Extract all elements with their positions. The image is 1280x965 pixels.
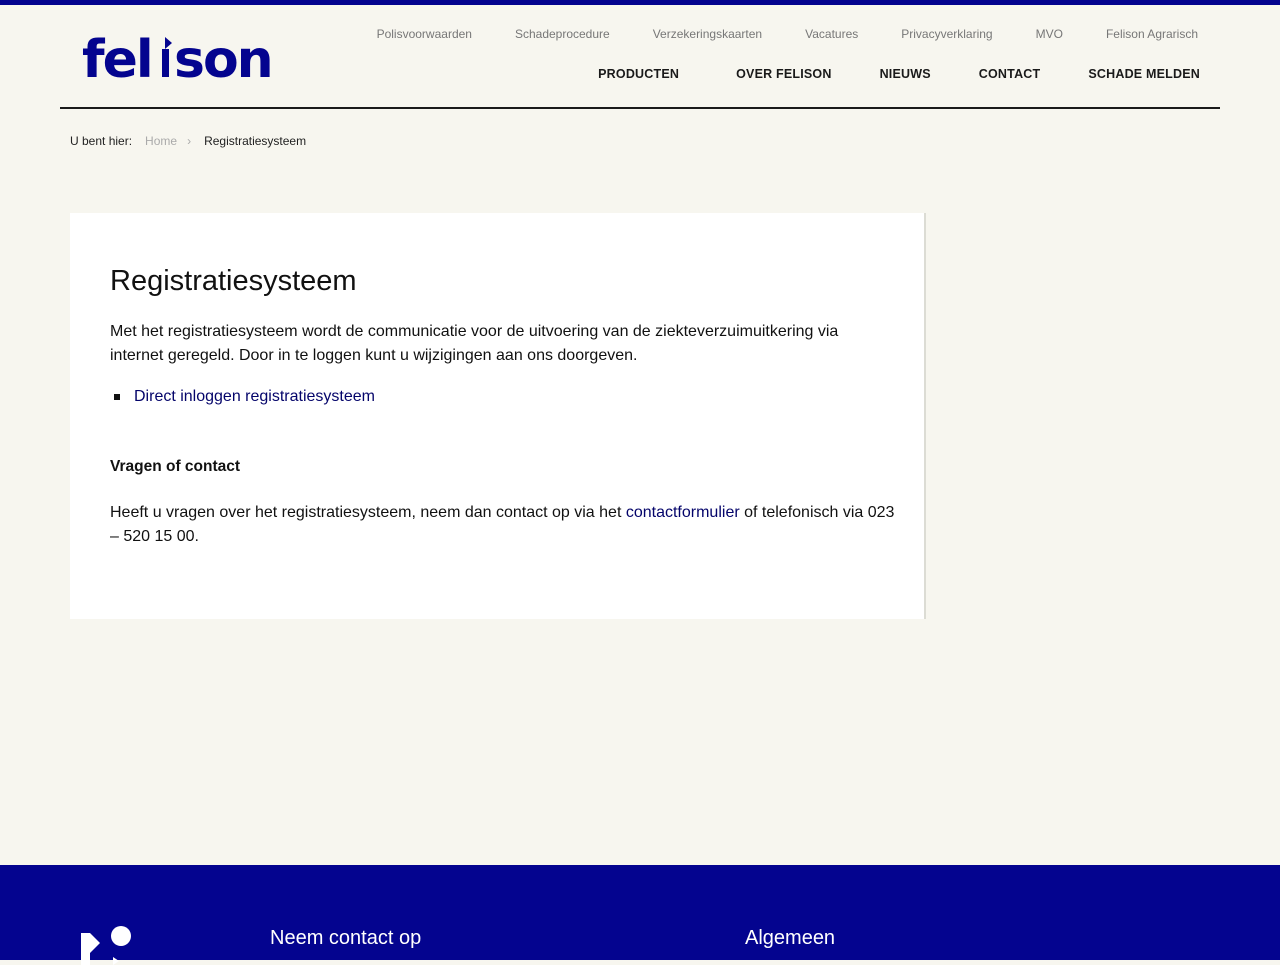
nav-producten[interactable]: PRODUCTEN xyxy=(598,67,680,81)
footer-contact-title: Neem contact op xyxy=(270,927,422,949)
nav-schade-melden[interactable]: SCHADE MELDEN xyxy=(1088,67,1200,81)
breadcrumb-label: U bent hier: xyxy=(70,134,133,148)
nav-vacatures[interactable]: Vacatures xyxy=(805,27,859,41)
nav-schadeprocedure[interactable]: Schadeprocedure xyxy=(514,27,610,41)
square-bullet-icon xyxy=(114,394,120,400)
contact-text-before: Heeft u vragen over het registratiesysteem, neem dan contact op via het xyxy=(110,504,626,521)
nav-verzekeringskaarten[interactable]: Verzekeringskaarten xyxy=(652,27,763,41)
nav-contact[interactable]: CONTACT xyxy=(978,67,1041,81)
contact-paragraph xyxy=(110,501,900,549)
svg-text:son: son xyxy=(174,30,272,90)
nav-mvo[interactable]: MVO xyxy=(1035,27,1063,41)
page-title: Registratiesysteem xyxy=(110,265,357,297)
nav-privacyverklaring[interactable]: Privacyverklaring xyxy=(901,27,993,41)
contact-text-after: of telefonisch via 023 – 520 15 00. xyxy=(110,504,895,545)
svg-text:fel: fel xyxy=(82,30,152,90)
nav-polisvoorwaarden[interactable]: Polisvoorwaarden xyxy=(376,27,472,41)
nav-felison-agrarisch[interactable]: Felison Agrarisch xyxy=(1105,27,1198,41)
site-header xyxy=(60,5,1220,109)
content-card xyxy=(70,213,926,619)
felison-logo-icon xyxy=(82,30,272,90)
main-nav xyxy=(598,67,1200,81)
site-footer xyxy=(0,865,1280,960)
breadcrumb-home[interactable]: Home xyxy=(145,134,178,148)
contact-heading: Vragen of contact xyxy=(110,458,241,475)
contactformulier-link[interactable]: contactformulier xyxy=(625,504,740,521)
list-item xyxy=(110,388,375,406)
felison-mark-icon xyxy=(80,925,134,965)
breadcrumb xyxy=(70,134,306,148)
login-link[interactable]: Direct inloggen registratiesysteem xyxy=(134,388,375,405)
chevron-right-icon: › xyxy=(187,134,192,148)
intro-paragraph: Met het registratiesysteem wordt de communicatie voor de uitvoering van de ziekteverzuimuitkering via internet geregeld. Door in te loggen kunt u wijzigingen aan ons doorgeven. xyxy=(110,323,839,364)
felison-logo[interactable] xyxy=(82,30,272,90)
secondary-nav xyxy=(334,27,1198,41)
link-list xyxy=(110,388,375,406)
nav-over-felison[interactable]: OVER FELISON xyxy=(736,67,832,81)
nav-nieuws[interactable]: NIEUWS xyxy=(879,67,931,81)
breadcrumb-current: Registratiesysteem xyxy=(204,134,307,148)
footer-general-title: Algemeen xyxy=(745,927,836,949)
